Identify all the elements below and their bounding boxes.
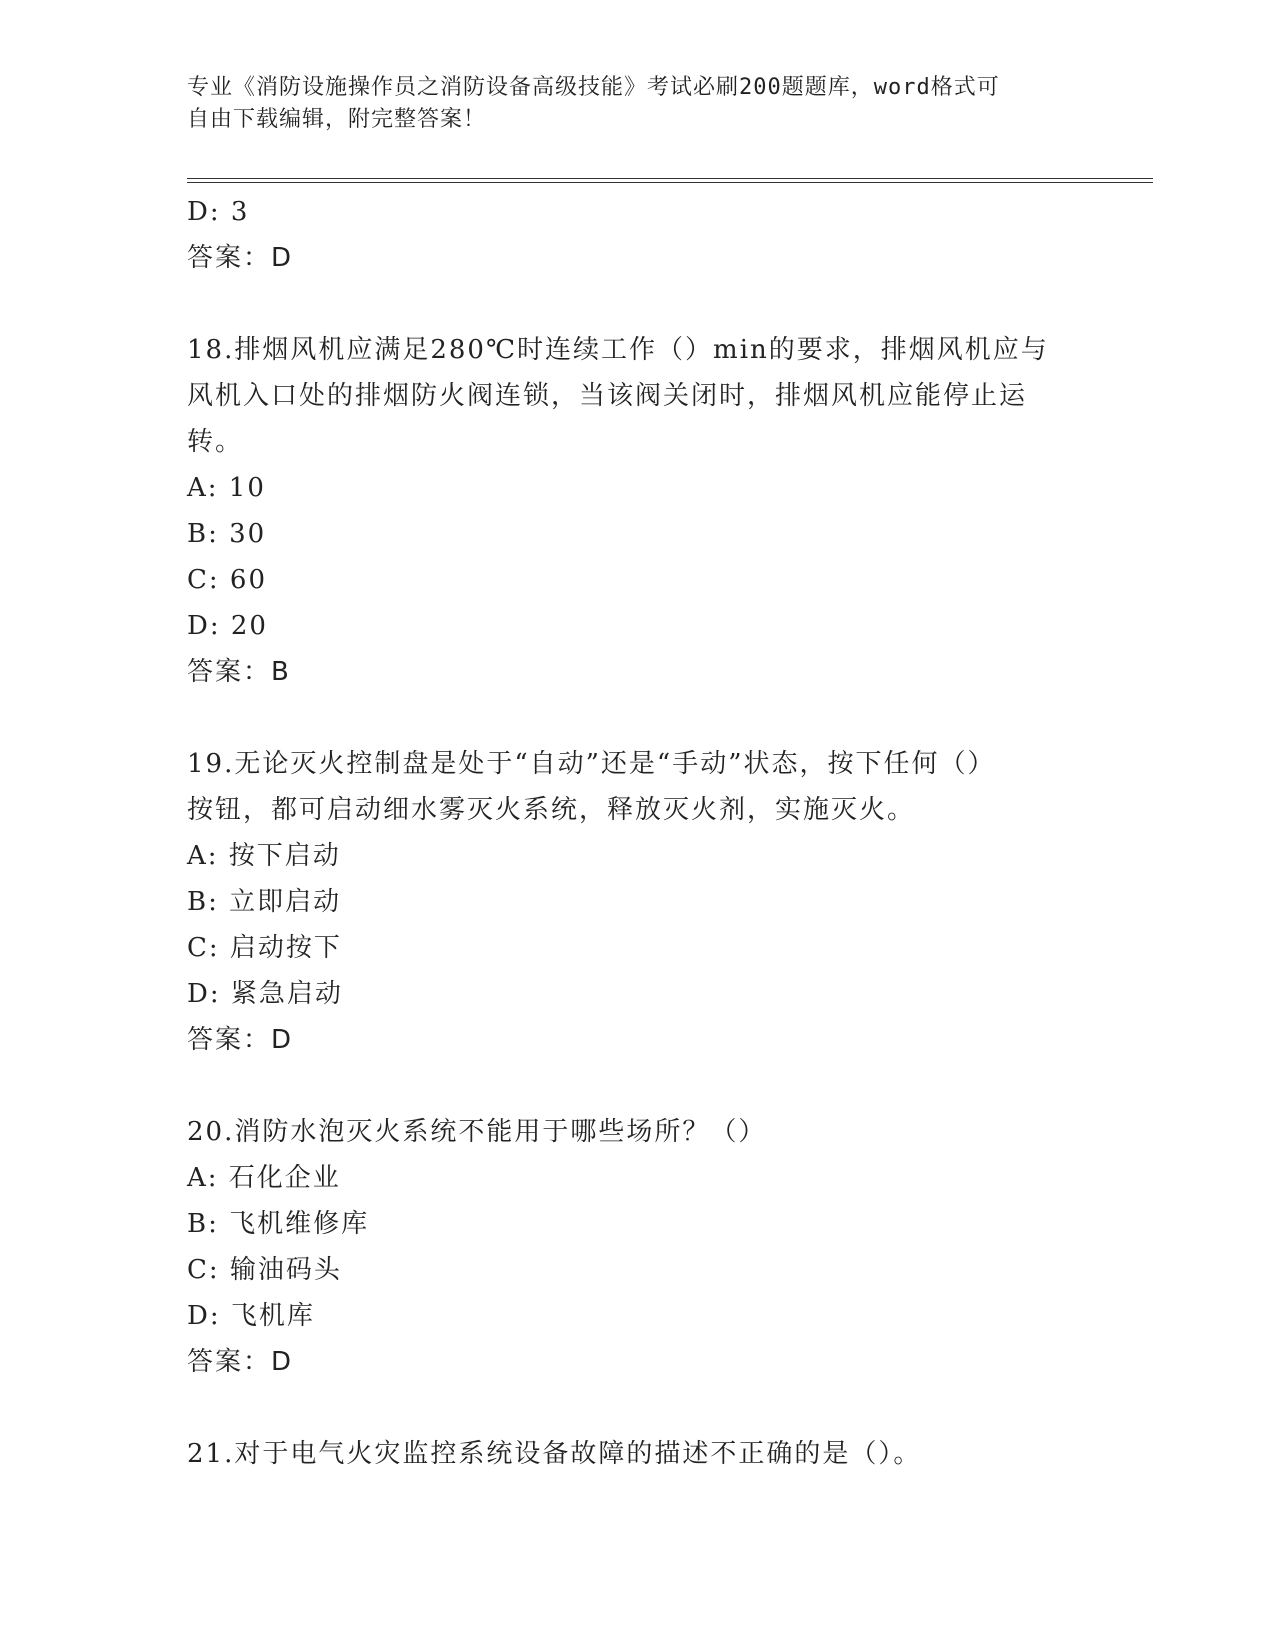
question-stem: 21.对于电气火灾监控系统设备故障的描述不正确的是（）。 [187, 1439, 922, 1469]
question-stem: 转。 [187, 427, 244, 457]
question-21 [187, 1431, 1067, 1477]
answer: 答案：B [187, 657, 291, 687]
page-header [187, 72, 1067, 136]
question-stem: 风机入口处的排烟防火阀连锁，当该阀关闭时，排烟风机应能停止运 [187, 381, 1028, 411]
option-c: C: 60 [187, 565, 268, 595]
question-19 [187, 741, 1067, 1063]
question-20 [187, 1109, 1067, 1385]
header-line-1: 专业《消防设施操作员之消防设备高级技能》考试必刷200题题库，word格式可 [187, 75, 1000, 100]
spacer [187, 695, 1067, 741]
spacer [187, 1385, 1067, 1431]
option-d: D: 20 [187, 611, 268, 641]
answer: 答案：D [187, 1025, 294, 1055]
question-stem: 18.排烟风机应满足280℃时连续工作（）min的要求，排烟风机应与 [187, 335, 1049, 365]
option-d: D: 飞机库 [187, 1301, 315, 1331]
option-a: A: 10 [187, 473, 266, 503]
prev-answer: 答案：D [187, 243, 294, 273]
header-line-2: 自由下载编辑，附完整答案！ [187, 107, 487, 132]
spacer [187, 1063, 1067, 1109]
header-rule-top [187, 178, 1153, 179]
option-d: D: 紧急启动 [187, 979, 343, 1009]
question-stem: 19.无论灭火控制盘是处于“自动”还是“手动”状态，按下任何（） [187, 749, 996, 779]
answer: 答案：D [187, 1347, 294, 1377]
prev-option-d: D: 3 [187, 197, 250, 227]
question-stem: 20.消防水泡灭火系统不能用于哪些场所？（） [187, 1117, 767, 1147]
spacer [187, 281, 1067, 327]
option-b: B: 飞机维修库 [187, 1209, 370, 1239]
question-18 [187, 327, 1067, 695]
header-rule-bottom [187, 182, 1153, 183]
option-c: C: 输油码头 [187, 1255, 342, 1285]
option-a: A: 按下启动 [187, 841, 341, 871]
question-stem: 按钮，都可启动细水雾灭火系统，释放灭火剂，实施灭火。 [187, 795, 916, 825]
option-b: B: 30 [187, 519, 267, 549]
document-body [187, 189, 1067, 1477]
option-c: C: 启动按下 [187, 933, 342, 963]
option-b: B: 立即启动 [187, 887, 342, 917]
option-a: A: 石化企业 [187, 1163, 341, 1193]
